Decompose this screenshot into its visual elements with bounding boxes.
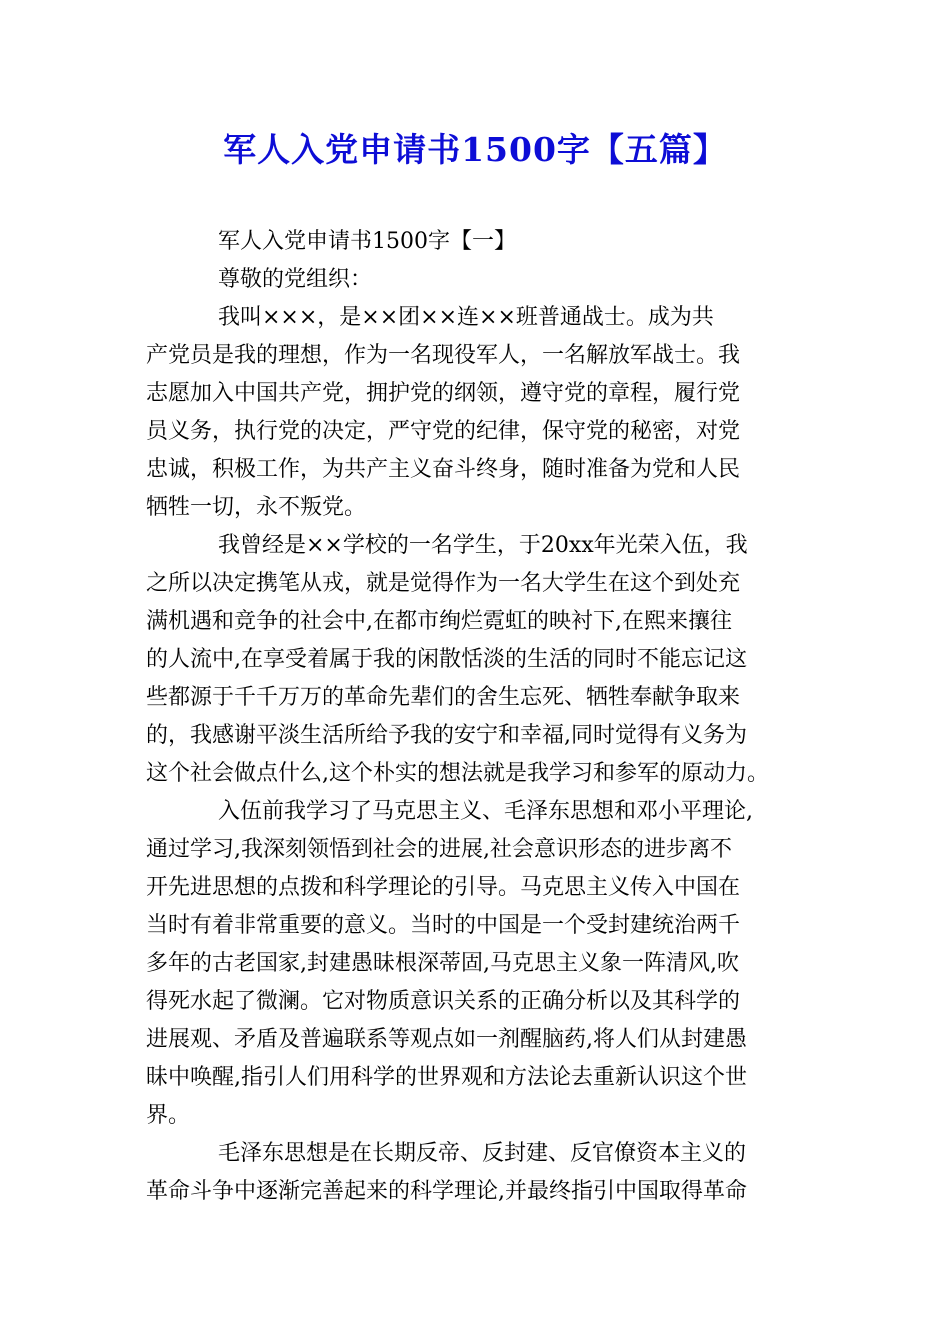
paragraph-line: 志愿加入中国共产党，拥护党的纲领，遵守党的章程，履行党 — [146, 381, 741, 406]
paragraph-line: 产党员是我的理想，作为一名现役军人，一名解放军战士。我 — [146, 343, 741, 368]
section-heading: 军人入党申请书1500字【一】 — [218, 229, 516, 254]
paragraph-line: 这个社会做点什么,这个朴实的想法就是我学习和参军的原动力。 — [146, 761, 769, 786]
paragraph-line: 毛泽东思想是在长期反帝、反封建、反官僚资本主义的 — [218, 1141, 747, 1166]
paragraph-line: 我叫×××，是××团××连××班普通战士。成为共 — [218, 305, 714, 330]
salutation: 尊敬的党组织： — [218, 267, 373, 292]
paragraph-line: 开先进思想的点拨和科学理论的引导。马克思主义传入中国在 — [146, 875, 741, 900]
paragraph-line: 革命斗争中逐渐完善起来的科学理论,并最终指引中国取得革命 — [146, 1179, 747, 1204]
paragraph-line: 进展观、矛盾及普遍联系等观点如一剂醒脑药,将人们从封建愚 — [146, 1027, 747, 1052]
paragraph-line: 牺牲一切，永不叛党。 — [146, 495, 367, 520]
paragraph-line: 忠诚，积极工作，为共产主义奋斗终身，随时准备为党和人民 — [146, 457, 741, 482]
paragraph-line: 我曾经是××学校的一名学生，于20xx年光荣入伍，我 — [218, 533, 748, 558]
paragraph-line: 界。 — [146, 1103, 191, 1128]
document-title: 军人入党申请书1500字【五篇】 — [223, 130, 727, 169]
paragraph-line: 员义务，执行党的决定，严守党的纪律，保守党的秘密，对党 — [146, 419, 741, 444]
paragraph-line: 当时有着非常重要的意义。当时的中国是一个受封建统治两千 — [146, 913, 741, 938]
paragraph-line: 昧中唤醒,指引人们用科学的世界观和方法论去重新认识这个世 — [146, 1065, 747, 1090]
paragraph-line: 得死水起了微澜。它对物质意识关系的正确分析以及其科学的 — [146, 989, 741, 1014]
paragraph-line: 通过学习,我深刻领悟到社会的进展,社会意识形态的进步离不 — [146, 837, 732, 862]
paragraph-line: 满机遇和竞争的社会中,在都市绚烂霓虹的映衬下,在熙来攘往 — [146, 609, 732, 634]
paragraph-line: 的人流中,在享受着属于我的闲散恬淡的生活的同时不能忘记这 — [146, 647, 747, 672]
paragraph-line: 的，我感谢平淡生活所给予我的安宁和幸福,同时觉得有义务为 — [146, 723, 747, 748]
paragraph-line: 入伍前我学习了马克思主义、毛泽东思想和邓小平理论, — [218, 799, 753, 824]
paragraph-line: 多年的古老国家,封建愚昧根深蒂固,马克思主义象一阵清风,吹 — [146, 951, 739, 976]
paragraph-line: 些都源于千千万万的革命先辈们的舍生忘死、牺牲奉献争取来 — [146, 685, 741, 710]
paragraph-line: 之所以决定携笔从戎，就是觉得作为一名大学生在这个到处充 — [146, 571, 741, 596]
